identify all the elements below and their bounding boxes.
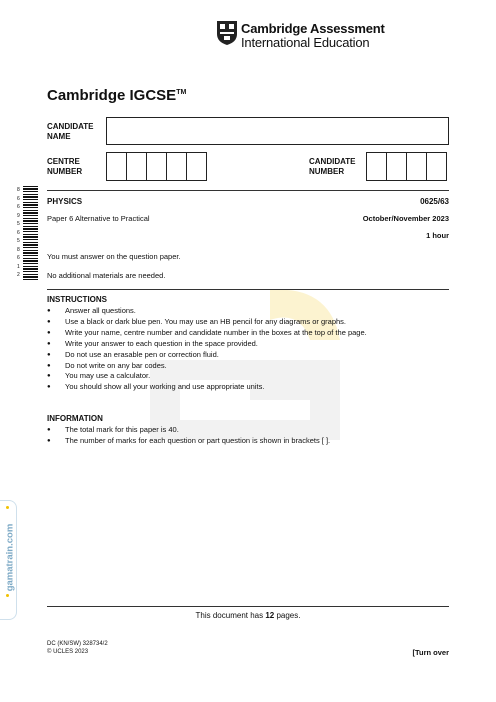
exam-duration: 1 hour (426, 231, 449, 240)
barcode (17, 186, 39, 282)
crest-icon (216, 20, 238, 46)
candidate-number-label-2: NUMBER (309, 167, 345, 176)
candidate-name-label (47, 122, 94, 142)
copyright: © UCLES 2023 (47, 649, 89, 655)
candidate-name-field[interactable] (106, 117, 449, 145)
logo-line-1: Cambridge Assessment (241, 21, 385, 36)
footer-rule (47, 606, 449, 607)
page-title (47, 87, 186, 104)
page-count-suffix: pages. (274, 611, 301, 620)
page-count-prefix: This document has (195, 611, 266, 620)
centre-digit-box[interactable] (166, 152, 187, 181)
information-list (47, 425, 330, 447)
materials-note: No additional materials are needed. (47, 271, 166, 280)
candidate-digit-box[interactable] (426, 152, 447, 181)
centre-digit-box[interactable] (186, 152, 207, 181)
candidate-digit-box[interactable] (406, 152, 427, 181)
page-count-note (0, 611, 496, 620)
instruction-item: ● Answer all questions. (47, 306, 367, 317)
instruction-item: ● Use a black or dark blue pen. You may use an HB pencil for any diagrams or graphs. (47, 317, 367, 328)
answer-note: You must answer on the question paper. (47, 252, 181, 261)
centre-number-label-2: NUMBER (47, 167, 83, 176)
exam-session: October/November 2023 (362, 214, 449, 223)
centre-digit-box[interactable] (146, 152, 167, 181)
instruction-item: ● You should show all your working and use appropriate units. (47, 382, 367, 393)
instructions-list (47, 306, 367, 393)
candidate-number-boxes (366, 152, 449, 181)
side-watermark-text: gamatrain.com (4, 523, 16, 592)
instruction-item: ● Write your name, centre number and candidate number in the boxes at the top of the page. (47, 328, 367, 339)
candidate-digit-box[interactable] (366, 152, 387, 181)
barcode-bars (23, 186, 38, 282)
logo-line-2: International Education (241, 35, 370, 50)
information-item: ● The number of marks for each question or part question is shown in brackets [ ]. (47, 436, 330, 447)
candidate-number-label-1: CANDIDATE (309, 157, 356, 166)
candidate-digit-box[interactable] (386, 152, 407, 181)
instruction-item: ● You may use a calculator. (47, 371, 367, 382)
centre-number-label (47, 157, 82, 177)
centre-number-label-1: CENTRE (47, 157, 80, 166)
instruction-item: ● Write your answer to each question in the space provided. (47, 339, 367, 350)
paper-title: Paper 6 Alternative to Practical (47, 214, 150, 223)
instructions-heading: INSTRUCTIONS (47, 295, 107, 304)
side-watermark-dot-icon (6, 506, 9, 509)
centre-digit-box[interactable] (106, 152, 127, 181)
cambridge-logo (216, 20, 238, 51)
side-watermark-dot-icon (6, 594, 9, 597)
instruction-item: ● Do not write on any bar codes. (47, 361, 367, 372)
turn-over: [Turn over (412, 648, 449, 657)
document-code: DC (KN/SW) 328734/2 (47, 641, 108, 647)
instruction-item: ● Do not use an erasable pen or correction fluid. (47, 350, 367, 361)
centre-digit-box[interactable] (126, 152, 147, 181)
barcode-digits: 8 6 6 9 5 6 5 8 6 1 2 (17, 187, 20, 278)
subject-name: PHYSICS (47, 197, 83, 206)
information-heading: INFORMATION (47, 414, 103, 423)
page-count: 12 (265, 611, 275, 620)
paper-code: 0625/63 (420, 197, 449, 206)
candidate-number-label (309, 157, 356, 177)
top-rule (47, 190, 449, 191)
page-title-text: Cambridge IGCSE (47, 87, 177, 104)
candidate-name-label-2: NAME (47, 132, 71, 141)
trademark-mark: TM (176, 89, 187, 96)
information-item: ● The total mark for this paper is 40. (47, 425, 330, 436)
centre-number-boxes (106, 152, 210, 181)
candidate-name-label-1: CANDIDATE (47, 122, 94, 131)
mid-rule (47, 289, 449, 290)
